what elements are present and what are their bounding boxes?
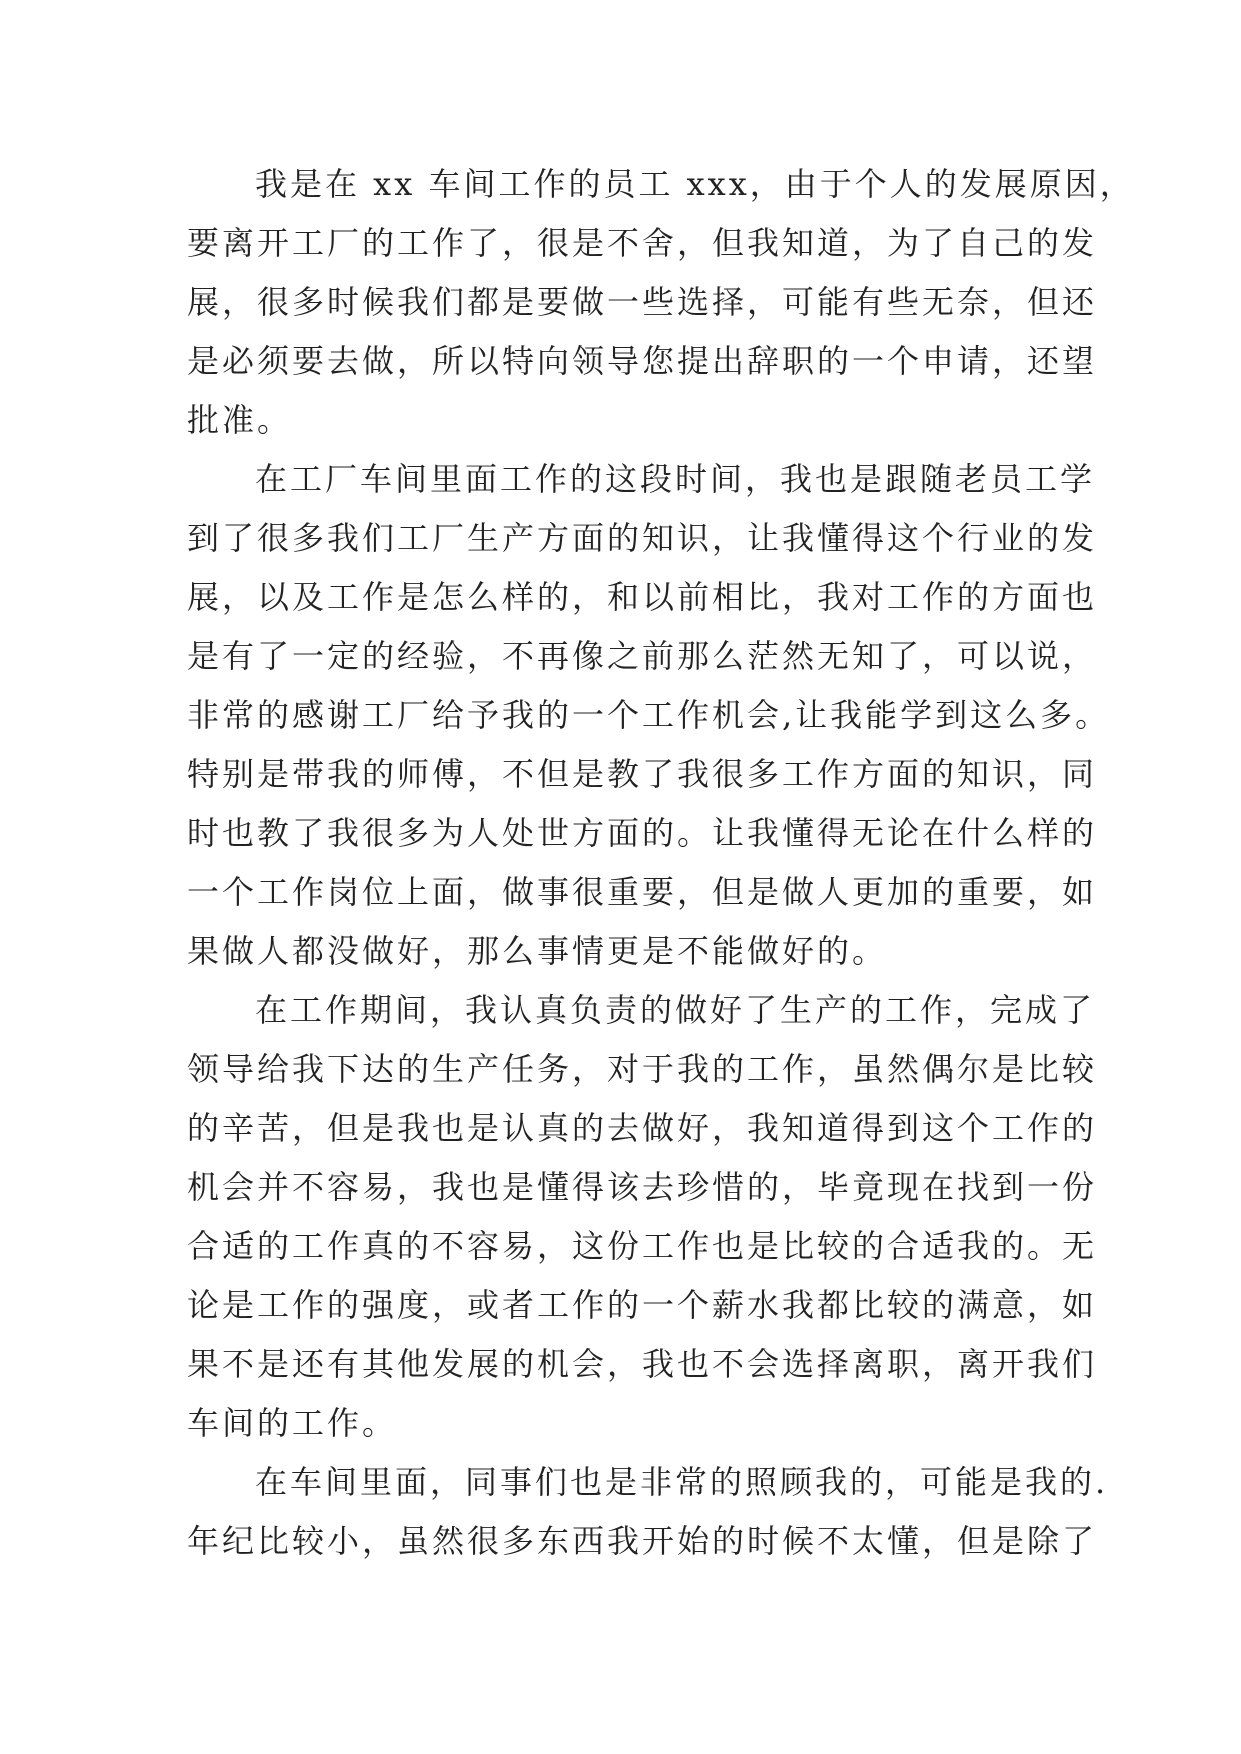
text-line: 到了很多我们工厂生产方面的知识，让我懂得这个行业的发 <box>187 519 1098 557</box>
text-line: 合适的工作真的不容易，这份工作也是比较的合适我的。无 <box>187 1227 1098 1265</box>
text-line: 批准。 <box>187 401 293 439</box>
text-line: 特别是带我的师傅，不但是教了我很多工作方面的知识，同 <box>187 755 1098 793</box>
document-body <box>187 155 1135 1571</box>
text-line: 我是在 xx 车间工作的员工 xxx，由于个人的发展原因， <box>255 165 1135 203</box>
text-line: 果做人都没做好，那么事情更是不能做好的。 <box>187 932 888 970</box>
text-line: 果不是还有其他发展的机会，我也不会选择离职，离开我们 <box>187 1345 1098 1383</box>
text-line: 时也教了我很多为人处世方面的。让我懂得无论在什么样的 <box>187 814 1098 852</box>
text-line: 论是工作的强度，或者工作的一个薪水我都比较的满意，如 <box>187 1286 1098 1324</box>
text-line: 领导给我下达的生产任务，对于我的工作，虽然偶尔是比较 <box>187 1050 1098 1088</box>
text-line: 是有了一定的经验，不再像之前那么茫然无知了，可以说， <box>187 637 1098 675</box>
text-line: 机会并不容易，我也是懂得该去珍惜的，毕竟现在找到一份 <box>187 1168 1098 1206</box>
text-line: 非常的感谢工厂给予我的一个工作机会,让我能学到这么多。 <box>187 696 1111 734</box>
text-line: 一个工作岗位上面，做事很重要，但是做人更加的重要，如 <box>187 873 1098 911</box>
text-line: 的辛苦，但是我也是认真的去做好，我知道得到这个工作的 <box>187 1109 1098 1147</box>
text-line: 在工厂车间里面工作的这段时间，我也是跟随老员工学 <box>255 460 1096 498</box>
text-line: 展，很多时候我们都是要做一些选择，可能有些无奈，但还 <box>187 283 1098 321</box>
text-line: 是必须要去做，所以特向领导您提出辞职的一个申请，还望 <box>187 342 1098 380</box>
text-line: 要离开工厂的工作了，很是不舍，但我知道，为了自己的发 <box>187 224 1098 262</box>
text-line: 年纪比较小，虽然很多东西我开始的时候不太懂，但是除了 <box>187 1522 1098 1560</box>
text-line: 在车间里面，同事们也是非常的照顾我的，可能是我的. <box>255 1463 1109 1501</box>
text-line: 车间的工作。 <box>187 1404 398 1442</box>
text-line: 展，以及工作是怎么样的，和以前相比，我对工作的方面也 <box>187 578 1098 616</box>
text-line: 在工作期间，我认真负责的做好了生产的工作，完成了 <box>255 991 1096 1029</box>
